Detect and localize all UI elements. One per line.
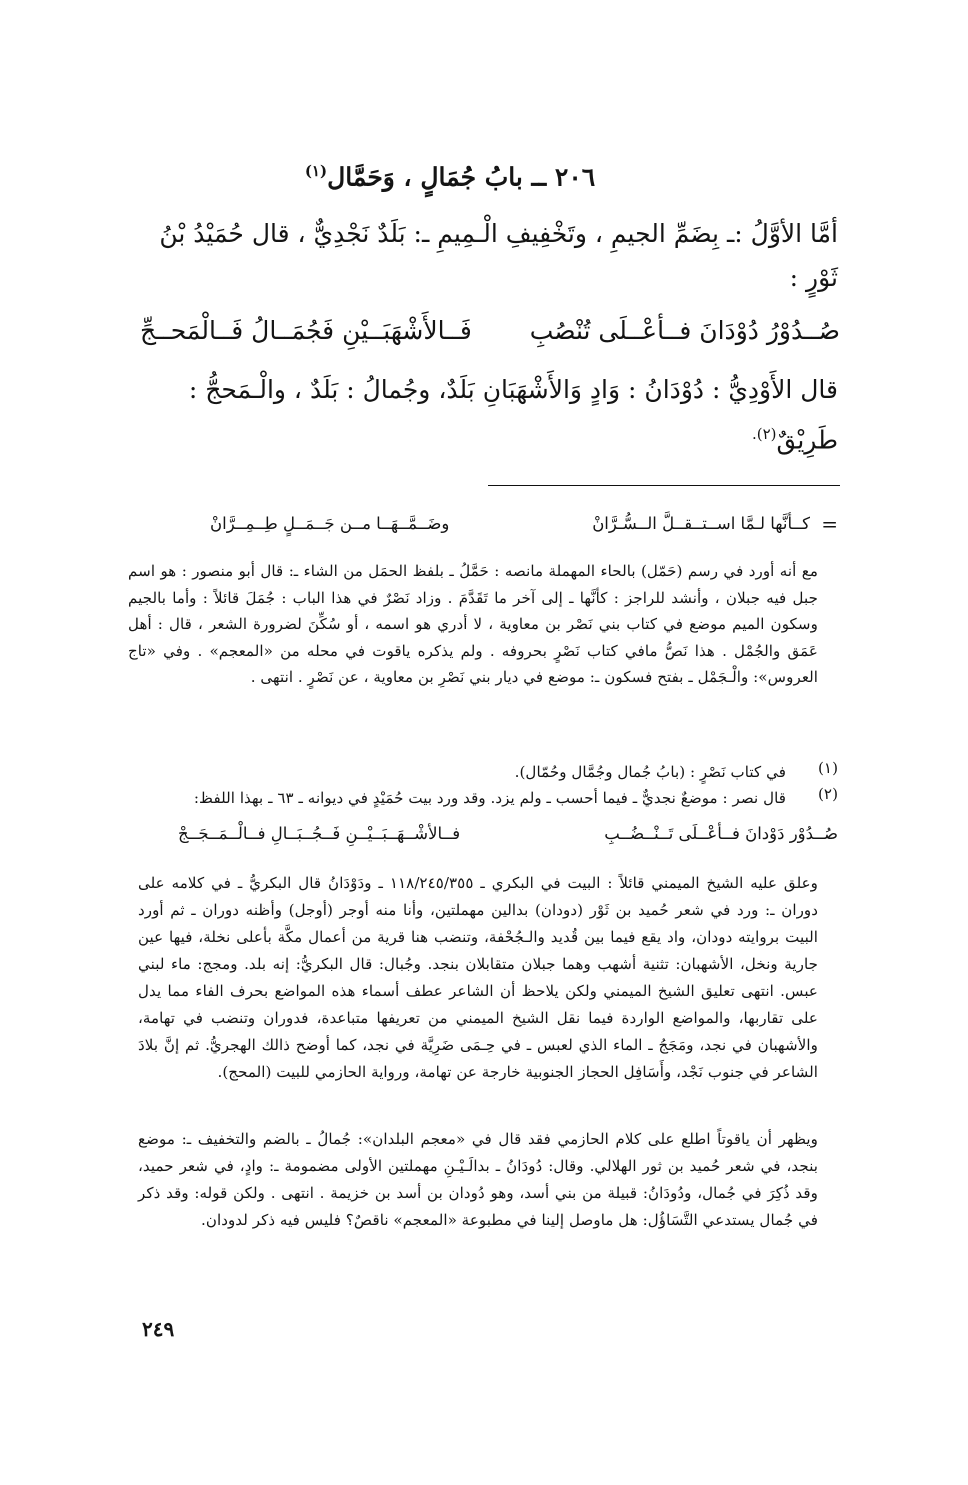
verse-hemistich-2: فَــالأَشْهَبَــيْنِ فَجُمَــالُ فَــالْمَحــجِّ	[140, 316, 472, 345]
footnote-verse-top	[210, 514, 810, 533]
footnote-continuation-paragraph: مع أنه أورد في رسم (حَمّل) بالحاء المهملة مانصه : حَمَّلُ ـ بلفظ الحمَل من الشاء ـ: قال أبو منصور : هو اسم جبل فيه جبلان ، وأنشد للراجز : كأنَّها ـ إلى آخر ما تَقَدَّمَ . وزاد نَصْرٌ في هذا الباب : جُمَلَ قائلاً : وأما بالجيم وسكون الميم موضع في كتاب بني نَصْر بن معاوية ، لا أدري هو اسمه ، أو سُكِّنَ لضرورة الشعر ، قال : أهل عَمَق والجُمْل . هذا نَصُّ مافي كتاب نَصْرٍ بحروفه . ولم يذكره ياقوت في محله من «المعجم» . وفي «تاج العروس»: والْـجَمْل ـ بفتح فسكون ـ: موضع في ديار بني نَصْرِ بن معاوية ، عن نَصْرٍ . انتهى .	[128, 562, 818, 686]
main-verse	[140, 316, 840, 345]
footnote-2-text: قال نصر : موضعٌ نجديٌّ ـ فيما أحسب ـ ولم يزد. وقد ورد بيت حُمَيْدٍ في ديوانه ـ ٦٣ ـ بهذا اللفظ:	[193, 789, 786, 807]
heading-footnote-ref[interactable]: (١)	[304, 162, 328, 180]
footnote-1-text: في كتاب نَصْرٍ : (بابُ جُمال وجُمَّال وحُمّال).	[514, 763, 786, 781]
verse-hemistich-1: كــأنَّها لـمَّا اســتــقــلَّ الــسُّـرَّانْ	[592, 514, 810, 533]
continuation-mark: =	[821, 512, 838, 536]
main-paragraph-2: قال الأَوْدِيُّ : دُوْدَانُ : وَادٍ وَالأَشْهَبَانِ بَلَدٌ، وجُمالُ : بَلَدٌ ، والْـمَحجُّ : طَرِيْقٌ$^{(٢).}$	[188, 375, 838, 455]
page-number: ٢٤٩	[142, 1317, 175, 1341]
main-paragraph-1: أمَّا الأوَّلُ :ـ بِضَمِّ الجيمِ ، وتَخْفِيفِ الْـمِيمِ ـ: بَلَدٌ نَجْدِيٌّ ، قال حُمَيْدُ بْنُ ثَوْرٍ :	[159, 219, 838, 292]
footnote-number-1: (١)	[817, 759, 838, 777]
verse-hemistich-1: صُــدُوْرُ دُوْدَانَ فــأعْــلَى تُنْصُبِ	[529, 316, 840, 345]
paragraph-footnote-ref[interactable]: (٢).	[751, 425, 777, 443]
verse-hemistich-1: صُــدُوْر دَوْدانَ فــأعْــلَى تَــنْــضُــبِ	[604, 824, 838, 843]
footnote-2-commentary: وعلق عليه الشيخ الميمني قائلاً : البيت في البكري ـ ١١٨/٢٤٥/٣٥٥ ـ ودَوْدَانُ قال البكريُّ ـ في كلامه على دوران ـ: ورد في شعر حُميد بن ثَوْر (دودان) بدالين مهملتين، وأنا منه أوجر (أوجل) وأظنه دوران ـ ثم أورد البيت بروايته دودان، واد يقع فيما بين قُديد والـجُحْفة، وتنضب هنا قرية من أعمال مكَّة بأعلى نخلة، فيها عين جارية ونخل، الأشهبان: تثنية أشهب وهما جبلان متقابلان بنجد. وجُبال: قال البكريُّ: إنه بلد. ومجج: ماء لبني عبس. انتهى تعليق الشيخ الميمني ولكن يلاحظ أن الشاعر عطف أسماء هذه المواضع بحرف الفاء مما يدل على تقاربها، والمواضع الواردة فيما نقل الشيخ الميمني من تعريفها متباعدة، فدوران وتنضب في تهامة، والأشهبان في نجد، ومَجَجُ ـ الماء الذي لعبس ـ في حِـمَى ضَرِيَّة في نجد، كما أوضح ذالك الهجريُّ. ثم إنَّ بلادَ الشاعر في جنوب نَجْد، وأَسَافِل الحجاز الجنوبية خارجة عن تهامة، ورواية الحازمي للبيت (المحج).	[138, 874, 818, 1081]
footnote-separator	[488, 485, 840, 486]
footnote-number-2: (٢)	[817, 785, 838, 803]
verse-hemistich-2: وضَــمَّــهَــا مــن جَــمَــلٍ طِــمِــرَّانْ	[210, 514, 450, 533]
footnote-verse	[178, 824, 838, 843]
chapter-heading: ٢٠٦ ــ بابُ جُمَالٍ ، وَحَمَّال$^{(١)}$	[304, 162, 596, 192]
footnote-2-yaqut: ويظهر أن ياقوتاً اطلع على كلام الحازمي فقد قال في «معجم البلدان»: جُمالُ ـ بالضم والتخفيف ـ: موضع بنجد، في شعر حُميد بن ثور الهلالي. وقال: دُودَانُ ـ بدالَـيْـنِ مهملتين الأولى مضمومة ـ: وادٍ، في شعر حميد، وقد ذُكِرَ في جُمال، ودُودَانُ: قبيلة من بني أسد، وهو دُودان بن أسد بن خزيمة . انتهى . ولكن قوله: وقد ذكر في جُمال يستدعي التَّسَاؤُل: هل ماوصل إلينا في مطبوعة «المعجم» ناقصٌ؟ فليس فيه ذكر لدودان.	[138, 1130, 818, 1229]
verse-hemistich-2: فــالأشْــهَــبَــيْــنِ فَــجُــبَــالِ فــالْــمَــجَــجْ	[178, 824, 461, 843]
